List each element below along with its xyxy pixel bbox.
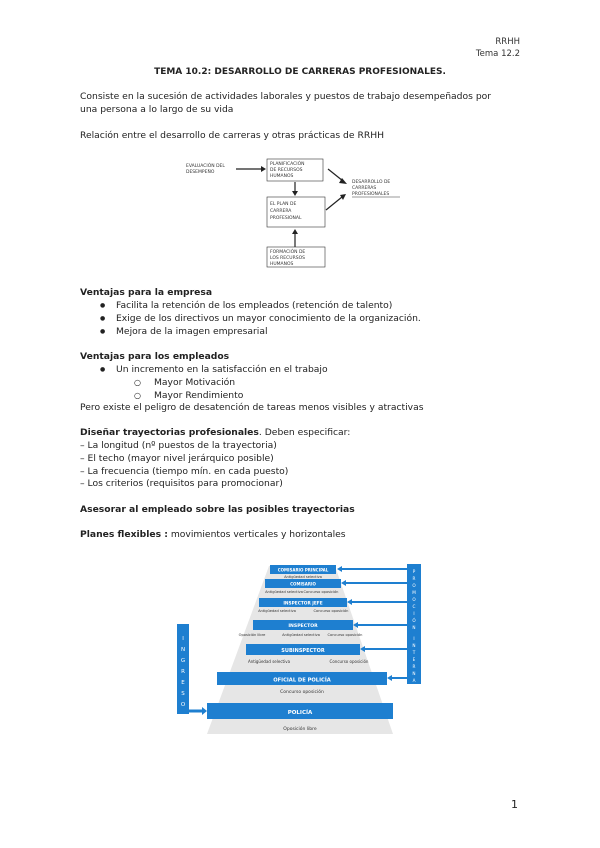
list-item: – La frecuencia (tiempo mín. en cada puesto) bbox=[80, 465, 289, 477]
promocion-letter: N bbox=[412, 625, 416, 630]
diagram-text: HUMANOS bbox=[270, 262, 294, 267]
diagram-text: FORMACIÓN DE bbox=[270, 250, 306, 255]
step-note: Concurso oposición bbox=[327, 633, 363, 637]
page-title: TEMA 10.2: DESARROLLO DE CARRERAS PROFESIONALES. bbox=[154, 67, 446, 77]
hr-relation-diagram bbox=[180, 155, 420, 270]
ventajas-empleados-sublist bbox=[80, 376, 243, 402]
promocion-letter: M bbox=[412, 590, 416, 595]
diagram-text: EVALUACIÓN DEL bbox=[186, 164, 225, 169]
promocion-letter: N bbox=[412, 671, 416, 676]
diagram-text: DE RECURSOS bbox=[270, 168, 303, 173]
diagram-text: CARRERA bbox=[270, 209, 292, 214]
promocion-letter: E bbox=[412, 657, 416, 662]
promocion-letter: T bbox=[412, 650, 416, 655]
step-note: Oposición libre bbox=[238, 633, 266, 637]
disenar-heading bbox=[80, 427, 350, 440]
level-label: SUBINSPECTOR bbox=[281, 648, 325, 654]
promocion-letter: N bbox=[412, 643, 416, 648]
promocion-letter: A bbox=[412, 678, 416, 683]
step-note: Antigüedad selectiva bbox=[247, 659, 291, 664]
planes-label: Planes flexibles : bbox=[80, 529, 168, 540]
list-subitem: ○ Mayor Rendimiento bbox=[80, 389, 243, 402]
disenar-heading-rest: . Deben especificar: bbox=[258, 427, 351, 438]
page-header bbox=[476, 36, 520, 60]
peligro-text: Pero existe el peligro de desatención de tareas menos visibles y atractivas bbox=[80, 402, 424, 413]
diagram-text: EL PLAN DE bbox=[270, 202, 297, 207]
header-subject: RRHH bbox=[495, 37, 520, 47]
diagram-text: PROFESIONALES bbox=[352, 192, 390, 197]
promocion-letter: P bbox=[412, 569, 416, 574]
promocion-letter: Ó bbox=[412, 618, 416, 623]
diagram-text: PLANIFICACIÓN bbox=[270, 162, 305, 167]
diagram-text: HUMANOS bbox=[270, 174, 294, 179]
diagram-text: DESEMPEÑO bbox=[186, 170, 215, 175]
diagram-text: CARRERAS bbox=[352, 186, 377, 191]
list-item: – El techo (mayor nivel jerárquico posible) bbox=[80, 452, 274, 464]
level-label: INSPECTOR bbox=[288, 624, 318, 629]
arrow-head-icon bbox=[261, 166, 266, 172]
level-label: POLICÍA bbox=[287, 710, 313, 716]
diagram-text: DESARROLLO DE bbox=[352, 180, 391, 185]
step-note: Antigüedad selectiva bbox=[265, 590, 303, 594]
page-number: 1 bbox=[511, 798, 518, 811]
step-note: Antigüedad selectiva bbox=[284, 575, 322, 579]
disenar-heading-bold: Diseñar trayectorias profesionales bbox=[80, 427, 259, 438]
promocion-letter: I bbox=[413, 636, 415, 641]
ingreso-letter: G bbox=[180, 658, 186, 664]
arrow-line bbox=[326, 197, 342, 210]
header-topic: Tema 12.2 bbox=[475, 49, 520, 59]
level-label: INSPECTOR JEFE bbox=[283, 601, 323, 607]
asesorar-heading: Asesorar al empleado sobre las posibles trayectorias bbox=[80, 504, 355, 515]
ingreso-letter: R bbox=[181, 669, 185, 675]
diagram-text: PROFESIONAL bbox=[270, 216, 302, 221]
step-note: Oposición libre bbox=[283, 727, 317, 732]
list-item: ● Un incremento en la satisfacción en el trabajo bbox=[80, 363, 328, 376]
list-item: – Los criterios (requisitos para promocionar) bbox=[80, 478, 283, 490]
diagram-text: LOS RECURSOS bbox=[270, 256, 305, 261]
arrow-line bbox=[328, 169, 343, 181]
list-item: ● Mejora de la imagen empresarial bbox=[80, 325, 421, 338]
career-pyramid-diagram bbox=[173, 560, 431, 738]
disenar-list bbox=[80, 440, 288, 491]
arrow-head-icon bbox=[340, 194, 346, 200]
ventajas-empresa-list bbox=[80, 299, 421, 338]
promocion-letter: R bbox=[412, 576, 416, 581]
relation-text: Relación entre el desarrollo de carreras y otras prácticas de RRHH bbox=[80, 130, 385, 141]
list-item: ● Facilita la retención de los empleados (retención de talento) bbox=[80, 299, 421, 312]
list-item: ● Exige de los directivos un mayor conocimiento de la organización. bbox=[80, 312, 421, 325]
ventajas-empresa-heading: Ventajas para la empresa bbox=[80, 287, 213, 298]
intro-line-1: Consiste en la sucesión de actividades laborales y puestos de trabajo desempeñados por bbox=[80, 91, 492, 102]
step-note: Concurso oposición bbox=[303, 590, 339, 594]
ventajas-empleados-list bbox=[80, 363, 328, 376]
arrow-head-icon bbox=[292, 191, 298, 196]
planes-flexibles-text bbox=[80, 529, 346, 542]
promocion-letter: O bbox=[412, 583, 416, 588]
step-note: Concurso oposición bbox=[313, 609, 349, 613]
step-note: Antigüedad selectiva bbox=[258, 609, 296, 613]
ingreso-letter: S bbox=[181, 691, 185, 697]
step-note: Concurso oposición bbox=[329, 659, 369, 664]
promocion-letter: C bbox=[412, 604, 416, 609]
level-label: COMISARIO bbox=[290, 581, 316, 587]
intro-paragraph bbox=[80, 91, 491, 116]
list-subitem: ○ Mayor Motivación bbox=[80, 376, 243, 389]
diagram-box-evaluacion bbox=[186, 162, 225, 175]
ingreso-letter: O bbox=[180, 702, 186, 708]
step-note: Concurso oposición bbox=[280, 690, 324, 695]
ventajas-empleados-heading: Ventajas para los empleados bbox=[80, 351, 230, 362]
ingreso-letter: I bbox=[182, 636, 184, 642]
planes-text: movimientos verticales y horizontales bbox=[167, 529, 346, 540]
promocion-letter: I bbox=[413, 611, 415, 616]
promocion-letter: O bbox=[412, 597, 416, 602]
ingreso-letter: N bbox=[180, 647, 186, 653]
level-label: OFICIAL DE POLICÍA bbox=[273, 677, 331, 684]
arrow-head-icon bbox=[292, 229, 298, 234]
step-note: Antigüedad selectiva bbox=[282, 633, 320, 637]
promocion-letter: R bbox=[412, 664, 416, 669]
level-label: COMISARIO PRINCIPAL bbox=[277, 567, 329, 573]
ingreso-letter: E bbox=[181, 680, 185, 686]
intro-line-2: una persona a lo largo de su vida bbox=[80, 103, 234, 115]
list-item: – La longitud (nº puestos de la trayectoria) bbox=[80, 440, 277, 451]
